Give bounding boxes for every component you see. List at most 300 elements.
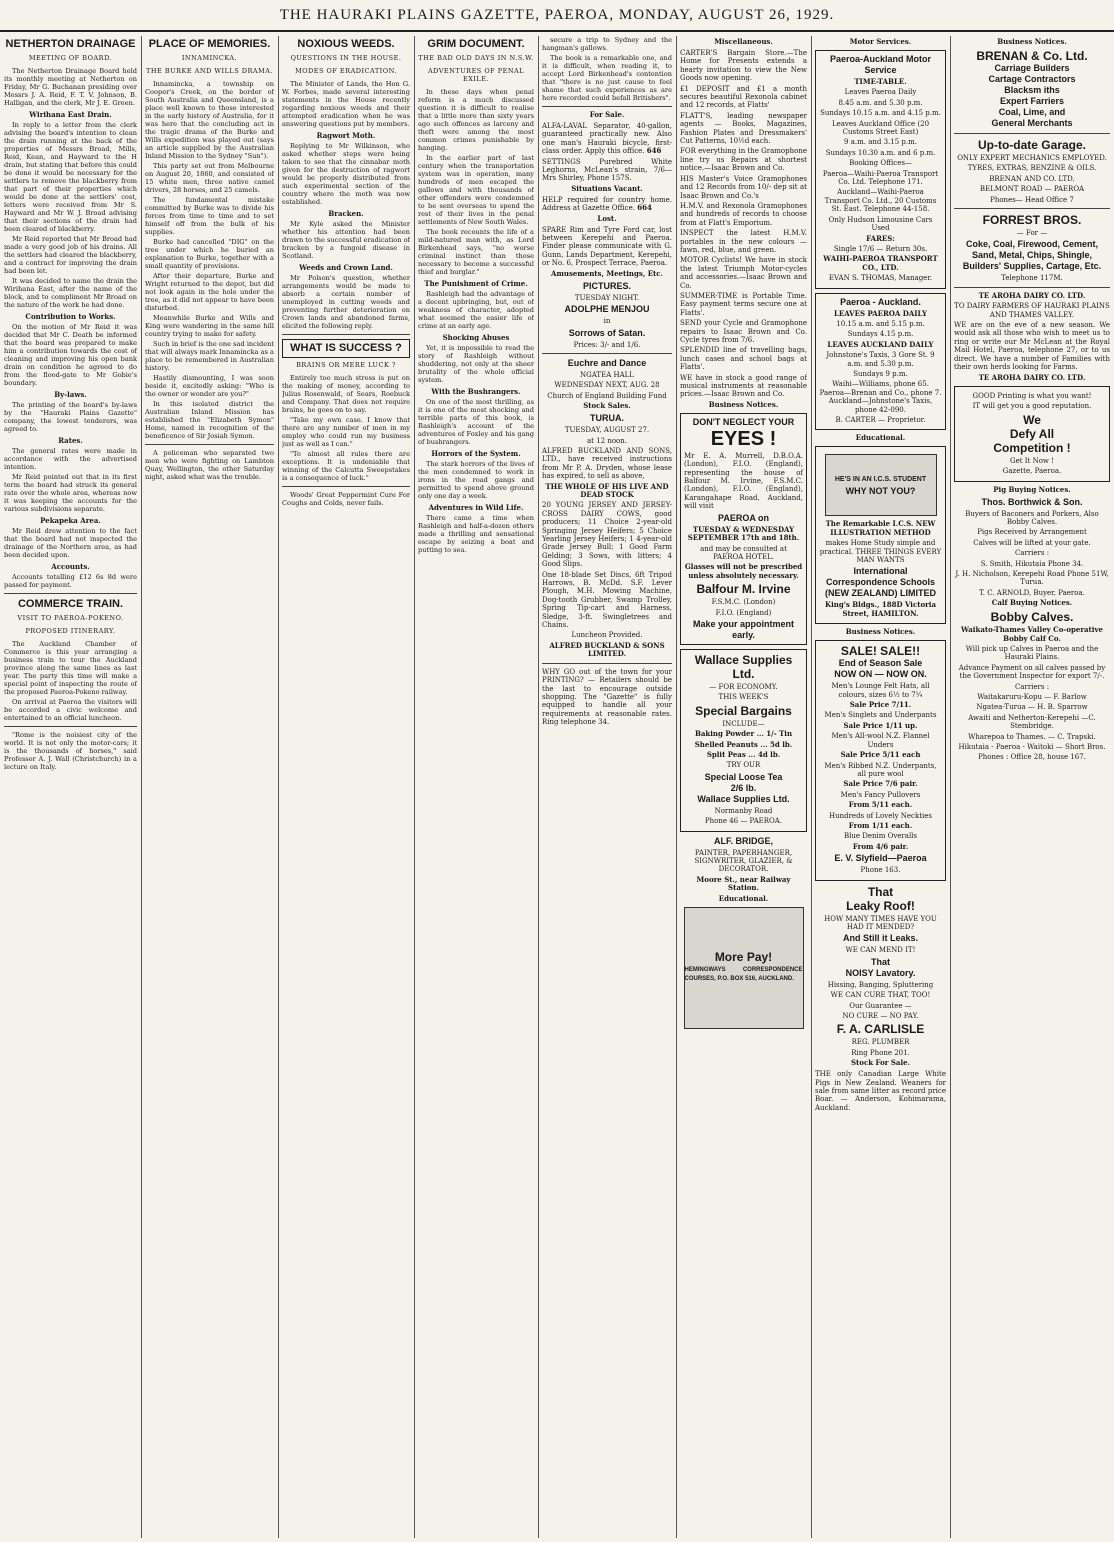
paragraph: Mr Reid reported that Mr Broad had made a very good job of his drains. All the settlers had cleared the blackberry, and a contract for improving the drain had been let. xyxy=(4,235,137,275)
paragraph: Such in brief is the one sad incident that will always mark Innamincka as a place to be remembered in Australian history. xyxy=(145,340,274,372)
ad-title: TURUA. xyxy=(590,413,624,424)
ad-line: Telephone 117M. xyxy=(1001,274,1063,283)
ad-line: PAEROA on xyxy=(718,512,769,523)
ad-line: Pigs Received by Arrangement xyxy=(977,528,1087,537)
ad-title: ALF. BRIDGE, xyxy=(713,835,773,846)
ad-line: F.S.M.C. (London) xyxy=(711,598,776,607)
ad-line: Get It Now ! xyxy=(1010,456,1054,465)
ad-line: TO DAIRY FARMERS OF HAURAKI PLAINS AND THAMES VALLEY. xyxy=(954,302,1110,319)
article-title: COMMERCE TRAIN. xyxy=(17,598,124,610)
divider xyxy=(282,486,410,487)
ad-line: ONLY EXPERT MECHANICS EMPLOYED. xyxy=(957,154,1107,162)
ad-line: NOISY Lavatory. xyxy=(845,967,916,978)
ad-text: ALFRED BUCKLAND AND SONS, LTD., have received instructions from Mr P. A. Dryden, whose lease has expired, to sell as above, xyxy=(542,446,672,481)
ad-line: Shelled Peanuts ... 5d lb. xyxy=(694,739,793,749)
ad-line: That xyxy=(871,956,890,967)
classified-ad: SPARE Rim and Tyre Ford car, lost between Kerepehi and Paeroa. Finder please communicate with G. Gunn, Lands Department, Kerepehi, or No. 6, Prospect Terrace, Paeroa. xyxy=(542,225,672,268)
column-4 xyxy=(418,36,534,1542)
classified-ad: INSPECT the latest H.M.V. portables in the new colours —fawn, red, blue, and green. xyxy=(680,229,807,254)
section-heading: The Punishment of Crime. xyxy=(424,279,528,288)
divider xyxy=(542,663,672,664)
ad-title: Euchre and Dance xyxy=(567,357,647,368)
forrest-ad xyxy=(954,213,1110,283)
column-3 xyxy=(282,36,410,1542)
ad-line: Hikutaia - Paeroa - Waitoki — Short Bros. xyxy=(958,743,1106,752)
classified-ad: CARTER'S Bargain Store.—The Home for Presents extends a hearty invitation to view the New Goods now opening. xyxy=(680,49,807,83)
paragraph: Rashleigh had the advantage of a decent upbringing, but, out of weakness of character, adopted what seemed the easier life of crime at an early age. xyxy=(418,290,534,330)
classified-ad: HIS Master's Voice Gramophones and 12 Records from 10/- dep sit at Isaac Brown and Co.'s xyxy=(680,174,807,200)
article-subhead: BRAINS OR MERE LUCK ? xyxy=(296,361,396,369)
ad-line: TIME-TABLE. xyxy=(854,77,907,86)
article-subhead: THE BURKE AND WILLS DRAMA. xyxy=(146,67,273,75)
ad-line: in xyxy=(603,317,611,326)
ad-line: HEMINGWAYS CORRESPONDENCE COURSES, P.O. BOX 516, AUCKLAND. xyxy=(684,967,803,982)
ad-line: DON'T NEGLECT YOUR xyxy=(692,416,795,427)
column-rule xyxy=(141,36,142,1538)
paragraph: secure a trip to Sydney and the hangman's gallows. xyxy=(542,36,672,52)
ad-line: makes Home Study simple and practical. THREE THINGS EVERY MAN WANTS xyxy=(819,539,942,565)
ad-line: Special Bargains xyxy=(695,703,792,718)
paragraph: The Netherton Drainage Board held its monthly meeting at Netherton on Friday, Mr G. Buchanan presiding over Messrs J. A. Reid, F. T. V. Johnson, B. Halligan, and the clerk, Mr J. E. Green. xyxy=(4,67,137,107)
article-title: NOXIOUS WEEDS. xyxy=(297,38,395,50)
ad-line: TE AROHA DAIRY CO. LTD. xyxy=(978,372,1086,382)
ad-line: Moore St., near Railway Station. xyxy=(696,874,791,893)
paragraph: "Rome is the noisiest city of the world. It is not only the motor-cars; it is the thousands of horses," said Professor A. J. Wall (Christchurch) in a lecture on Italy. xyxy=(4,731,137,771)
classified-ad: SEND your Cycle and Gramophone repairs to Isaac Brown and Co. Cycle tyres from 7/6. xyxy=(680,319,807,344)
article-subhead: THE BAD OLD DAYS IN N.S.W. xyxy=(418,54,534,62)
classified-ad: WE have in stock a good range of musical instruments at reasonable prices.—Isaac Brown and Co. xyxy=(680,373,807,399)
classified-ad: SETTINGS Purebred White Leghorns, McLean's strain, 7/6—Mrs Shirley, Phone 157S. xyxy=(542,157,672,183)
ad-title: Bobby Calves. xyxy=(990,610,1074,625)
paragraph: The printing of the board's by-laws by the "Hauraki Plains Gazette" company, the lowest tenderers, was agreed to. xyxy=(4,401,137,433)
ad-line: Men's All-wool N.Z. Flannel Unders xyxy=(831,732,930,749)
ad-line: NO CURE — NO PAY. xyxy=(842,1012,919,1020)
masthead-title: THE HAURAKI PLAINS GAZETTE, PAEROA, MONDAY, AUGUST 26, 1929. xyxy=(279,7,835,23)
optician-ad xyxy=(680,413,807,645)
ad-line: Make your appointment early. xyxy=(692,618,794,640)
bobby-calves-ad xyxy=(954,610,1110,762)
ad-line: We xyxy=(1023,412,1041,427)
classified-ad: THE only Canadian Large White Pigs in New Zealand. Weaners for sale from same litter as record price Boar. — Anderson, Kohimarama, Auckland. xyxy=(815,1070,946,1112)
section-heading: Calf Buying Notices. xyxy=(991,598,1073,608)
ad-line: Sale Price 5/11 each xyxy=(840,750,921,760)
ad-line: Men's Ribbed N.Z. Underpants, all pure wool xyxy=(824,761,937,778)
section-heading: Stock Sales. xyxy=(583,401,631,411)
ad-line: King's Bldgs., 188D Victoria Street, HAMILTON. xyxy=(825,600,936,618)
ad-line: WAIHI-PAEROA TRANSPORT CO., LTD. xyxy=(823,254,938,272)
ad-line: WHY NOT YOU? xyxy=(845,486,916,497)
ad-line: BELMONT ROAD — PAEROA xyxy=(979,185,1085,194)
ad-line: Sundays 10.30 a.m. and 6 p.m. xyxy=(825,148,936,157)
ad-line: Normanby Road xyxy=(714,806,773,815)
ad-line: Leaves Auckland Office (20 Customs Street East) xyxy=(831,119,930,137)
section-heading: Bracken. xyxy=(328,209,364,218)
divider xyxy=(542,353,672,354)
column-rule xyxy=(676,36,677,1538)
ad-title: PICTURES. xyxy=(582,280,631,291)
ad-line: T. C. ARNOLD, Buyer, Paeroa. xyxy=(979,588,1085,597)
paragraph: This party set out from Melbourne on August 20, 1860, and consisted of 15 white men, three native camel drivers, 28 horses, and 25 camels. xyxy=(145,162,274,194)
column-8 xyxy=(954,36,1110,1542)
classified-ad: FOR everything in the Gramophone line try us Repairs at shortest notice.—Isaac Brown and Co. xyxy=(680,147,807,173)
ad-line: Waihi—Williams, phone 65. Paeroa—Brenan and Co., phone 7. Auckland—Johnstone's Taxis, phone 42-090. xyxy=(819,380,942,414)
ad-number: 646 xyxy=(646,146,662,156)
ad-line: WE CAN CURE THAT, TOO! xyxy=(830,991,931,1000)
paragraph: On one of the most thrilling, as it is one of the most shocking and terrible parts of this book, is Rashleigh's account of the adventures of Foxley and his gang of bushrangers. xyxy=(418,398,534,446)
ad-line: 9 a.m. and 3.15 p.m. xyxy=(844,138,917,147)
painter-ad xyxy=(680,836,807,893)
ad-line: ADOLPHE MENJOU xyxy=(564,304,650,315)
ad-line: TUESDAY, AUGUST 27. xyxy=(564,426,650,435)
classified-ad: H.M.V. and Rexonola Gramophones and hundreds of records to choose from at Flatt's Emporium. xyxy=(680,201,807,227)
ad-line: E. V. Slyfield—Paeroa xyxy=(834,853,927,864)
dairy-ad xyxy=(954,292,1110,382)
article-subhead: VISIT TO PAEROA-POKENO. xyxy=(17,614,124,622)
ad-line: The Remarkable I.C.S. NEW ILLUSTRATION METHOD xyxy=(825,519,936,537)
section-heading: Business Notices. xyxy=(997,37,1067,46)
ad-title: BRENAN & Co. Ltd. xyxy=(976,49,1088,63)
ics-ad xyxy=(815,446,946,624)
paragraph: The stark horrors of the lives of the men condemned to work in irons in the road gangs and permitted to spend above ground only one day a week. xyxy=(418,460,534,500)
ad-line: Calves will be lifted at your gate. xyxy=(973,538,1091,547)
section-heading: Adventures in Wild Life. xyxy=(428,503,524,512)
article-subhead: QUESTIONS IN THE HOUSE. xyxy=(290,54,402,62)
ad-line: — For — xyxy=(1016,229,1048,238)
ad-line: Sundays 4.15 p.m. xyxy=(847,330,914,339)
divider xyxy=(4,726,137,727)
ad-text: Mr E. A. Murrell, D.B.O.A. (London), F.I.O. (England), representing the house of Balfour M. Irvine, F.S.M.C. (London), F.I.O. (England), Karangahape Road, Auckland, will visit xyxy=(684,451,803,511)
ics-ad-image xyxy=(825,454,937,516)
paragraph: In these days when penal reform is a much discussed question it is difficult to realise that a little more than sixty years ago such offences as larceny and theft were among the most common crimes punishable by hanging. xyxy=(418,88,534,152)
ad-line: WE CAN MEND IT! xyxy=(845,946,916,955)
ad-line: and may be consulted at PAEROA HOTEL. xyxy=(700,544,787,561)
paragraph: Entirely too much stress is put on the making of money, according to Julius Rosenwald, of Sears, Roebuck and Company. That does not require brains, he goes on to say. xyxy=(282,374,410,414)
paragraph: The fundamental mistake committed by Burke was to divide his forces from time to time and to set himself off from the bulk of his supplies. xyxy=(145,196,274,236)
ad-line: Baking Powder ... 1/- Tin xyxy=(694,729,793,739)
ad-line: F. A. CARLISLE xyxy=(836,1022,925,1037)
ad-line: Phones— Head Office 7 xyxy=(990,195,1074,204)
ad-line: INCLUDE— xyxy=(722,719,765,728)
section-heading: Educational. xyxy=(718,893,769,903)
classified-ad: WHY GO out of the town for your PRINTING? — Retailers should be the last to encourage outside shopping. The "Gazette" is fully equipped to handle all your requirements at reasonable rates. Ring telephone 34. xyxy=(542,667,672,727)
paragraph: Replying to Mr Wilkinson, who asked whether steps were being taken to see that the cinnabar moth given for the destruction of ragwort would be properly distributed from such experimental section of the country where the moth was now established. xyxy=(282,142,410,206)
ad-line: Carriers : xyxy=(1014,549,1050,558)
column-2 xyxy=(145,36,274,1542)
section-heading: Accounts. xyxy=(51,562,90,571)
ad-line: From 1/11 each. xyxy=(848,820,913,830)
ad-line: Ring Phone 201. xyxy=(851,1048,910,1057)
ad-title: TE AROHA DAIRY CO. LTD. xyxy=(978,290,1086,300)
ad-line: B. CARTER — Proprietor. xyxy=(835,416,926,424)
ad-line: Men's Singlets and Underpants xyxy=(824,711,937,720)
divider xyxy=(145,444,274,445)
column-rule xyxy=(811,36,812,1538)
ad-line: Special Loose Tea xyxy=(704,771,783,782)
euchre-ad xyxy=(542,358,672,400)
ad-line: Our Guarantee — xyxy=(849,1001,912,1010)
ad-text: WE are on the eve of a new season. We would ask all those who wish to meet us to ring or write our Mr McLean at the Royal Mail Hotel, Paeroa, telephone 27, or to us direct. We have a number of Families with their own herds looking for Farms. xyxy=(954,321,1110,372)
ad-line: And Still it Leaks. xyxy=(842,933,918,944)
plumber-ad xyxy=(815,885,946,1058)
paragraph: Meanwhile Burke and Wills and King were wandering in the same hill country trying to make for safety. xyxy=(145,314,274,338)
paragraph: On the motion of Mr Reid it was decided that Mr C. Death be informed that the board was prepared to make him a contribution towards the cost of cleaning and improving his open bank drain on condition he agreed to do from the flood-gate to Mr Gobie's boundary. xyxy=(4,323,137,387)
ad-line: Men's Lounge Felt Hats, all colours, sizes 6½ to 7¼ xyxy=(831,682,930,699)
paragraph: In reply to a letter from the clerk advising the board's intention to clean the drain running at the back of the properties of Messrs Broad, Mills, Reid, Kean, and Hayward to the H drain, but stating that before this could be done it would be necessary for the settlers to remove the blackberry from that part of their properties which would be done at the settlers' cost, letters were received from Mr S. Hayward and Mr W. J. Broad advising that their sections of the drain had been cleared of blackberry. xyxy=(4,121,137,233)
ad-line: Expert Farriers xyxy=(999,96,1065,106)
paragraph: A policeman who separated two men who were fighting on Lambton Quay, Wellington, the other Saturday night, asked what was the trouble. xyxy=(145,449,274,481)
ad-line: Waikato-Thames Valley Co-operative Bobby Calf Co. xyxy=(961,625,1103,643)
ad-line: Paeroa—Waihi-Paeroa Transport Co. Ltd. Telephone 171. xyxy=(822,169,939,187)
ad-text: 20 YOUNG JERSEY AND JERSEY-CROSS DAIRY COWS, good producers; 11 Choice 2-year-old Springing Jersey Heifers; 5 Choice Yearling Jersey Heifers; 1 4-year-old Grade Jersey Bull; 1 Good Farm Gelding; 3 Sows, with litters; 4 Good Slips. xyxy=(542,501,672,569)
section-heading: Motor Services. xyxy=(849,37,912,46)
ad-number: 664 xyxy=(637,203,652,213)
ad-line: LEAVES AUCKLAND DAILY xyxy=(827,339,934,349)
ad-line: Buyers of Baconers and Porkers, Also Bobby Calves. xyxy=(965,509,1099,526)
section-heading: Lost. xyxy=(597,213,617,223)
ad-line: Carriers : xyxy=(1014,682,1050,691)
classified-ad: SUMMER-TIME is Portable Time. Easy payment terms secure one at Flatts'. xyxy=(680,291,807,317)
ad-line: Hissing, Banging, Spluttering xyxy=(827,980,934,989)
ad-line: Phone 46 — PAEROA. xyxy=(704,817,783,826)
ad-title: EYES ! xyxy=(710,427,777,450)
column-7 xyxy=(815,36,946,1542)
divider xyxy=(954,133,1110,134)
ad-line: Men's Fancy Pullovers xyxy=(840,790,921,799)
ad-line: Coal, Lime, and xyxy=(998,107,1066,117)
section-heading: Ragwort Moth. xyxy=(316,131,376,140)
paragraph: The Auckland Chamber of Commerce is this year arranging a business train to tour the Auckland province along the same lines as last year. The party this time will make a special point of inspecting the route of the proposed Paeroa-Pokeno railway. xyxy=(4,640,137,696)
paragraph: The general rates were made in accordance with the advertised intention. xyxy=(4,447,137,471)
paragraph: Burke had cancelled "DIG" on the tree under which he buried an explanation to Burke, together with a small quantity of provisions. xyxy=(145,238,274,270)
ad-line: PAINTER, PAPERHANGER, SIGNWRITER, GLAZIER, & DECORATOR. xyxy=(694,848,793,874)
ad-line: That xyxy=(867,884,894,899)
hemingways-ad-image xyxy=(684,907,804,1029)
column-rule xyxy=(278,36,279,1538)
ad-line: Defy All xyxy=(1009,426,1055,441)
paragraph: The book is a remarkable one, and it is difficult, when reading it, to accept Lord Birkenhead's contention that "there is no just cause to feel shame that such experiences as are here recorded could befall Britishers". xyxy=(542,54,672,102)
ad-line: Advance Payment on all calves passed by the Government Inspector for export 7/-. xyxy=(958,663,1106,681)
section-heading: Pekapeka Area. xyxy=(40,516,101,525)
paragraph: In the earlier part of last century when the transportation system was in operation, many hundreds of men escaped the gallows and with thousands of other offenders were condemned to be sent overseas to spend the rest of their lives in the penal settlements of New South Wales. xyxy=(418,154,534,226)
classified-ad xyxy=(542,196,672,213)
section-heading: Business Notices. xyxy=(845,627,916,637)
section-heading: Stock For Sale. xyxy=(850,1058,911,1068)
ad-text: HELP required for country home. Address at Gazette Office. xyxy=(542,195,672,213)
motor-service-ad xyxy=(815,50,946,289)
paragraph: Woods' Great Peppermint Cure For Coughs and Colds, never fails. xyxy=(282,491,410,507)
ad-line: Phones : Office 28, house 167. xyxy=(978,753,1086,762)
section-heading: Amusements, Meetings, Etc. xyxy=(551,268,663,278)
section-heading: With the Bushrangers. xyxy=(431,387,521,396)
paragraph: "To almost all rules there are exceptions. It is undeniable that winning of the Calcutta Sweepstakes is a consequence of luck." xyxy=(282,450,410,482)
ad-line: Will pick up Calves in Paeroa and the Hauraki Plains. xyxy=(965,645,1099,662)
ad-text: One 18-blade Set Discs, 6ft Tripod Harrows, B. McDd. S.F. Lever Plough, M.H. Mowing Machine, Dog-tooth Grubber, Swamp Trolley, Spring Tip-cart and Harness, Sledge, 3-ft. Swingletrees and Chains. xyxy=(542,570,672,630)
section-heading: Pig Buying Notices. xyxy=(993,484,1071,494)
divider xyxy=(954,287,1110,288)
ad-line: Sundays 9 p.m. xyxy=(853,369,908,378)
section-heading: Wirihana East Drain. xyxy=(29,110,112,119)
section-heading: Weeds and Crown Land. xyxy=(299,263,393,272)
ad-line: International Correspondence Schools (NEW ZEALAND) LIMITED xyxy=(825,566,936,599)
ad-line: EVAN S. THOMAS, Manager. xyxy=(828,274,933,283)
ad-line: Johnstone's Taxis, 3 Gore St. 9 a.m. and 5.30 p.m. xyxy=(826,351,935,368)
ad-line: Sorrows of Satan. xyxy=(568,327,646,338)
column-rule xyxy=(538,36,539,1538)
paragraph: Mr Reid drew attention to the fact that the board had not inspected the drainage of the Northern area, as had been decided upon. xyxy=(4,527,137,559)
column-rule xyxy=(414,36,415,1538)
ad-line: Carriage Builders xyxy=(994,63,1070,73)
ad-line: Sundays 10.15 a.m. and 4.15 p.m. xyxy=(820,109,941,118)
ad-line: Auckland—Waihi-Paeroa Transport Co. Ltd., 20 Customs St. East. Telephone 44-158. xyxy=(824,188,937,214)
ad-line: From 5/11 each. xyxy=(848,800,913,810)
ad-line: Hundreds of Lovely Neckties xyxy=(828,811,932,820)
paragraph: Mr Kyle asked the Minister whether his attention had been drawn to the successful eradication of bracken by a fungoid disease in Scotland. xyxy=(282,220,410,260)
masthead xyxy=(0,0,1114,32)
section-heading: Situations Vacant. xyxy=(571,183,643,193)
brenan-ad xyxy=(954,49,1110,204)
ad-line: 8.45 a.m. and 5.30 p.m. xyxy=(838,98,923,107)
ad-line: TYRES, EXTRAS, BENZINE & OILS. xyxy=(967,164,1097,173)
classified-ad xyxy=(542,122,672,156)
article-title: WHAT IS SUCCESS ? xyxy=(282,339,410,358)
ad-title: FORREST BROS. xyxy=(982,213,1082,228)
ad-line: General Merchants xyxy=(991,118,1073,128)
paragraph: Hastily dismounting, I was soon beside it, excitedly asking: "Who is the owner or wonder are you?" xyxy=(145,374,274,398)
classified-ad: £1 DEPOSIT and £1 a month secures beautiful Rexonola cabinet and 12 records, at Flatts' xyxy=(680,84,807,110)
ad-line: 2/6 lb. xyxy=(730,782,757,793)
paragraph: "Take my own case. I know that there are any number of men in my employ who could run my business just as well as I can." xyxy=(282,416,410,448)
article-subhead: ADVENTURES OF PENAL EXILE. xyxy=(427,67,525,83)
printing-ad xyxy=(954,386,1110,482)
ad-line: Balfour M. Irvine xyxy=(696,582,791,597)
ad-line: Ngatea-Turua — H. B. Sparrow xyxy=(976,703,1088,712)
ad-line: at 12 noon. xyxy=(586,436,627,445)
ad-title: SALE! SALE!! xyxy=(840,644,921,659)
ad-line: Glasses will not be prescribed unless absolutely necessary. xyxy=(684,562,803,580)
ad-line: Sale Price 1/11 up. xyxy=(843,720,918,730)
ad-line: GOOD Printing is what you want! xyxy=(972,391,1092,400)
divider xyxy=(954,208,1110,209)
ad-line: — FOR ECONOMY. xyxy=(709,682,778,691)
ad-line: Wharepoa to Thames. — C. Trapski. xyxy=(968,732,1096,741)
wallace-ad xyxy=(680,649,807,832)
pictures-ad xyxy=(542,281,672,349)
paragraph: There came a time when Rashleigh and half-a-dozen others made a thrilling and sensational escape by seizing a boat and putting to sea. xyxy=(418,514,534,554)
ad-line: Awaiti and Netherton-Kerepehi —C. Stembridge. xyxy=(968,713,1096,731)
classified-ad: SPLENDID line of travelling bags, lunch cases and school bags at Flatts'. xyxy=(680,346,807,372)
paragraph: On arrival at Paeroa the visitors will be accorded a civic welcome and entertained to an official luncheon. xyxy=(4,698,137,722)
column-rule xyxy=(950,36,951,1538)
ad-title: Thos. Borthwick & Son. xyxy=(981,496,1083,507)
ad-line: S. Smith, Hikutaia Phone 34. xyxy=(980,559,1084,568)
ad-line: From 4/6 pair. xyxy=(852,841,909,851)
paragraph: The book recounts the life of a mild-natured man with, as Lord Birkenhead says, "no worse criminal instinct than those necessary to become a successful thief and burglar." xyxy=(418,228,534,276)
ad-line: Split Peas ... 4d lb. xyxy=(706,749,781,759)
section-heading: Horrors of the System. xyxy=(431,449,521,458)
sale-ad xyxy=(815,640,946,880)
ad-line: Coke, Coal, Firewood, Cement, Sand, Metal, Chips, Shingle, Builders' Supplies, Cartage, Etc. xyxy=(962,239,1102,272)
paragraph: Accounts totalling £12 6s 8d were passed for payment. xyxy=(4,573,137,589)
paragraph: Innamincka, a township on Cooper's Creek, on the border of South Australia and Queensland, is a place well known to those interested in the early history of Australia, for it was here that the concluding act in the tragic drama of the Burke and Wills expedition was played out (says an article supplied by the Australian Inland Mission to the Sydney "Sun"). xyxy=(145,80,274,160)
column-1 xyxy=(4,36,137,1542)
ad-line: Blacksm iths xyxy=(1004,85,1060,95)
section-heading: By-laws. xyxy=(54,390,87,399)
ad-line: HOW MANY TIMES HAVE YOU HAD IT MENDED? xyxy=(824,914,937,931)
section-heading: Miscellaneous. xyxy=(714,37,773,46)
article-subhead: INNAMINCKA. xyxy=(181,54,238,62)
section-heading: Educational. xyxy=(855,433,906,443)
section-heading: Rates. xyxy=(58,436,83,445)
ad-line: ALFRED BUCKLAND & SONS LIMITED. xyxy=(549,640,665,659)
paragraph: It was decided to name the drain the Wirihana East, after the name of the block, and to compliment Mr Broad on the nature of the work he had done. xyxy=(4,277,137,309)
ad-line: HE'S IN AN I.C.S. STUDENT xyxy=(834,475,927,483)
ad-line: Sale Price 7/11. xyxy=(849,700,912,710)
paeroa-auckland-ad xyxy=(815,293,946,431)
column-6 xyxy=(680,36,807,1542)
ad-line: F.I.O. (England) xyxy=(715,608,772,617)
ad-line: NGATEA HALL xyxy=(580,370,634,379)
ad-line: Blue Denim Overalls xyxy=(843,832,918,841)
ad-title: Wallace Supplies Ltd. xyxy=(694,652,793,681)
ad-line: J. H. Nicholson, Kerepehi Road Phone 51W, Turua. xyxy=(955,569,1109,587)
ad-line: TUESDAY NIGHT. xyxy=(574,293,640,302)
paragraph: Mr Reid pointed out that in its first term the board had struck its general rate over the whole area, whereas now it was keeping the accounts for the various subdivisions separate. xyxy=(4,473,137,513)
ad-line: Leaves Paeroa Daily xyxy=(844,88,917,97)
ad-line: NOW ON — NOW ON. xyxy=(834,669,927,680)
ad-line: REG. PLUMBER xyxy=(851,1038,910,1047)
ad-line: Waitakaruru-Kopu — F. Barlow xyxy=(977,693,1087,702)
ad-line: TRY OUR xyxy=(726,761,761,770)
ad-line: Church of England Building Fund xyxy=(547,391,667,400)
paragraph: Yet, it is impossible to read the story of Rashleigh without shuddering, not only at the sheer brutality of the whole official system. xyxy=(418,344,534,384)
ad-line: TUESDAY & WEDNESDAY SEPTEMBER 17th and 18th. xyxy=(687,524,800,543)
ad-line: Single 17/6 — Return 30s. xyxy=(833,244,928,253)
ad-line: Wallace Supplies Ltd. xyxy=(697,793,790,804)
section-heading: For Sale. xyxy=(589,110,625,119)
divider xyxy=(282,334,410,335)
borthwick-ad xyxy=(954,497,1110,598)
classified-ad: FLATT'S, leading newspaper agents — Books, Magazines, Fashion Plates and Dressmakers' Cut Patterns, 10½d each. xyxy=(680,111,807,146)
ad-line: End of Season Sale xyxy=(838,658,923,669)
ad-title: Paeroa-Auckland Motor Service xyxy=(829,54,932,75)
paragraph: After their departure, Burke and Wright returned to the depot, but did not look again in the hole under the tree, as it did not appear to have been disturbed. xyxy=(145,272,274,312)
article-subhead: MEETING OF BOARD. xyxy=(28,54,113,62)
article-subhead: PROPOSED ITINERARY. xyxy=(25,627,116,635)
article-title: NETHERTON DRAINAGE xyxy=(5,38,136,50)
article-title: PLACE OF MEMORIES. xyxy=(148,38,271,50)
section-heading: Business Notices. xyxy=(708,399,779,409)
paragraph: Mr Polson's question, whether arrangements would be made to absorb a certain number of unemployed in cutting weeds and preventing further deterioration on Crown lands and abandoned farms, elicited the following reply. xyxy=(282,274,410,330)
ad-line: THIS WEEK'S xyxy=(718,693,769,702)
stock-sale-ad xyxy=(542,413,672,445)
ad-line: Up-to-date Garage. xyxy=(977,138,1086,152)
ad-line: LEAVES PAEROA DAILY xyxy=(834,308,927,318)
ad-title: Leaky Roof! xyxy=(846,898,915,913)
ad-line: Luncheon Provided. xyxy=(571,631,643,640)
classified-ad: MOTOR Cyclists! We have in stock the latest Triumph Motor-cycles and accessories.—Isaac Brown and Co. xyxy=(680,256,807,290)
ad-line: Booking Offices— xyxy=(849,159,912,168)
ad-line: WEDNESDAY NEXT, AUG. 28 xyxy=(554,381,660,390)
ad-line: FARES: xyxy=(866,233,895,243)
paragraph: The Minister of Lands, the Hon G. W. Forbes, made several interesting statements in the House recently regarding noxious weeds and their attempted eradication when he was answering questions put by members. xyxy=(282,80,410,128)
section-heading: Contribution to Works. xyxy=(25,312,116,321)
ad-line: Competition ! xyxy=(993,440,1071,455)
ad-text: ALFA-LAVAL Separator, 40-gallon, guaranteed practically new. Also one man's Hauraki bicycle, first-class order. Apply this office. xyxy=(542,122,672,156)
ad-line: Phone 163. xyxy=(860,866,901,875)
ad-title: More Pay! xyxy=(714,950,773,965)
ad-line: Only Hudson Limousine Cars Used xyxy=(828,215,933,233)
column-5 xyxy=(542,36,672,1542)
